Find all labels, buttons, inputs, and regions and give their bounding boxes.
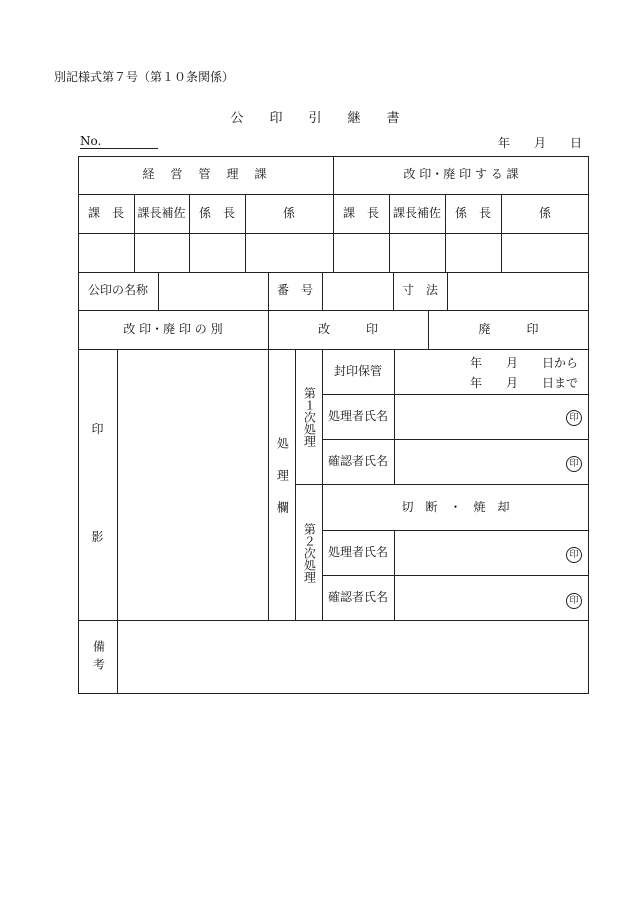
cut-burn-label: 切 断 ・ 焼 却 (401, 499, 510, 514)
first-process-label: 第１次処理 (302, 386, 317, 447)
number-label: 番 号 (276, 283, 313, 298)
col-line (394, 349, 395, 485)
col-line (322, 272, 323, 310)
confirmer-name-label-1: 確認者氏名 (327, 453, 388, 468)
col-line (394, 530, 395, 620)
imprint-label-bottom: 影 (91, 530, 104, 545)
no-underline (80, 148, 158, 149)
role-chief-right: 課 長 (342, 205, 379, 220)
role-deputy-left: 課長補佐 (137, 205, 186, 220)
date-label: 年 月 日 (498, 136, 583, 150)
role-subchief-left: 係 長 (198, 205, 235, 220)
seal-icon: 印 (566, 547, 582, 563)
seal-storage-label: 封印保管 (333, 363, 382, 378)
confirmer-name-label-2: 確認者氏名 (327, 589, 388, 604)
change-label: 改 印 (317, 321, 378, 336)
seal-icon: 印 (566, 410, 582, 426)
form-id: 別記様式第７号（第１０条関係） (54, 70, 235, 84)
seal-name-label: 公印の名称 (87, 283, 148, 298)
processor-name-label-1: 処理者氏名 (327, 408, 388, 423)
section-right-header: 改 印・廃 印 す る 課 (403, 167, 519, 182)
role-staff-left: 係 (282, 205, 295, 220)
role-chief-left: 課 長 (87, 205, 124, 220)
col-line (158, 272, 159, 310)
row-line (78, 620, 589, 621)
col-line (117, 349, 118, 694)
abolish-label: 廃 印 (478, 321, 539, 336)
to-date: 年 月 日まで (470, 376, 579, 390)
role-subchief-right: 係 長 (454, 205, 491, 220)
section-left-header: 経 営 管 理 課 (142, 167, 269, 182)
seal-icon: 印 (566, 456, 582, 472)
second-process-label: 第２次処理 (302, 522, 317, 583)
seal-icon: 印 (566, 593, 582, 609)
size-label: 寸 法 (401, 283, 438, 298)
page-title: 公 印 引 継 書 (230, 111, 400, 126)
processing-column-label: 処理欄 (275, 436, 290, 533)
imprint-label-top: 印 (91, 422, 104, 437)
no-label: No. (80, 134, 102, 148)
remarks-label: 備考 (91, 639, 106, 676)
from-date: 年 月 日から (470, 356, 579, 370)
type-label: 改 印・廃 印 の 別 (123, 321, 223, 336)
role-deputy-right: 課長補佐 (392, 205, 441, 220)
role-staff-right: 係 (538, 205, 551, 220)
processor-name-label-2: 処理者氏名 (327, 544, 388, 559)
col-line (447, 272, 448, 310)
